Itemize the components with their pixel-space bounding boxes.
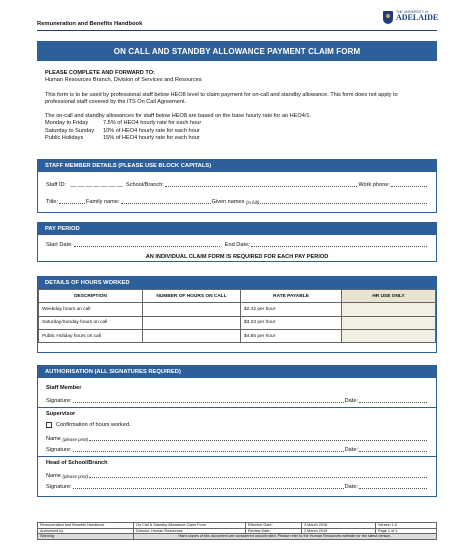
- row-rate: $4.85 per hour: [241, 329, 342, 342]
- table-row: [39, 303, 436, 316]
- intro-para-1: This form is to be used by professional staff below HEO8 level to claim payment for on-call and standby allowance. This form does not apply to professional staff covered by the ITS On Call Agreement.: [45, 91, 398, 105]
- name-label: Name: [46, 436, 61, 442]
- rate-value: 10% of HEO4 hourly rate for each hour: [103, 127, 200, 134]
- rate-value: 7.5% of HEO4 hourly rate for each hour: [103, 120, 202, 127]
- row-rate: $2.42 per hour: [241, 303, 342, 316]
- footer-cell: Effective Date:: [246, 523, 302, 529]
- staff-signature-field[interactable]: [73, 398, 344, 403]
- hours-table: [38, 289, 436, 343]
- supervisor-date-field[interactable]: [359, 447, 427, 452]
- pay-period-section: [37, 222, 437, 262]
- row-rate: $3.23 per hour: [241, 316, 342, 329]
- col-rate: RATE PAYABLE: [241, 290, 342, 303]
- please-print-note: (please print): [62, 474, 89, 479]
- authorisation-section: [37, 365, 437, 497]
- school-label: School/Branch:: [126, 182, 164, 188]
- family-name-label: Family name:: [85, 199, 120, 205]
- staff-details-section: [37, 159, 437, 213]
- signature-label: Signature:: [46, 398, 72, 404]
- logo-small-text: THE UNIVERSITY: [396, 10, 425, 14]
- staff-member-label: Staff Member: [46, 385, 82, 391]
- staff-details-heading: STAFF MEMBER DETAILS (PLEASE USE BLOCK CAPITALS): [38, 160, 436, 172]
- hours-input[interactable]: [143, 329, 241, 342]
- logo-big-text: ADELAIDE: [396, 13, 439, 23]
- title-label: Title:: [46, 199, 58, 205]
- date-label: Date:: [344, 398, 358, 404]
- col-hr-use: HR USE ONLY: [342, 290, 436, 303]
- complete-heading: PLEASE COMPLETE AND FORWARD TO:: [45, 70, 155, 76]
- header-rule: [37, 30, 437, 31]
- date-label: Date:: [344, 484, 358, 490]
- staff-date-field[interactable]: [359, 398, 427, 403]
- university-logo: [383, 8, 461, 26]
- footer-cell: On Call & Standby Allowance Claim Form: [134, 523, 246, 529]
- hours-input[interactable]: [143, 316, 241, 329]
- rates-list: [45, 120, 429, 142]
- rate-day: Monday to Friday: [45, 120, 89, 127]
- table-row: [39, 316, 436, 329]
- hours-section: [37, 276, 437, 353]
- handbook-title: Remuneration and Benefits Handbook: [37, 21, 143, 27]
- title-field[interactable]: [59, 199, 85, 204]
- work-phone-label: Work phone:: [358, 182, 390, 188]
- pay-period-note: AN INDIVIDUAL CLAIM FORM IS REQUIRED FOR EACH PAY PERIOD: [145, 254, 329, 260]
- hours-header-row: [39, 290, 436, 303]
- end-date-field[interactable]: [251, 242, 427, 247]
- head-signature-field[interactable]: [73, 484, 344, 489]
- rate-day: Saturday to Sunday: [45, 127, 95, 134]
- footer-cell: Remuneration and Benefits Handbook: [38, 523, 134, 529]
- hours-input[interactable]: [143, 303, 241, 316]
- signature-label: Signature:: [46, 447, 72, 453]
- logo-of-text: of: [424, 10, 428, 14]
- given-names-label: Given names: [211, 199, 245, 205]
- intro-para-2: The on-call and standby allowances for staff below HEO8 are based on the base hourly rate for an HEO4/1.: [45, 113, 312, 120]
- footer-cell: 3 March 2018: [302, 523, 376, 529]
- complete-to: Human Resources Branch, Division of Services and Resources: [45, 77, 202, 84]
- start-date-label: Start Date:: [46, 242, 73, 248]
- head-date-field[interactable]: [359, 484, 427, 489]
- end-date-label: End Date:: [224, 242, 250, 248]
- staff-id-field[interactable]: __ __ __ __ __ __ __: [70, 182, 123, 188]
- start-date-field[interactable]: [74, 242, 220, 247]
- hr-use-cell: [342, 329, 436, 342]
- row-description: Saturday/Sunday hours on call: [39, 316, 143, 329]
- row-description: Public Holiday hours on call: [39, 329, 143, 342]
- hr-use-cell: [342, 303, 436, 316]
- pay-period-heading: PAY PERIOD: [38, 223, 436, 235]
- head-name-field[interactable]: [89, 473, 427, 478]
- head-of-school-label: Head of School/Branch: [46, 460, 108, 466]
- confirm-hours-label: Confirmation of hours worked.: [56, 422, 131, 428]
- footer-cell: 2 March 2019: [302, 528, 376, 534]
- hr-use-cell: [342, 316, 436, 329]
- given-names-field[interactable]: [260, 199, 427, 204]
- footer-cell: Page 1 of 1: [376, 528, 437, 534]
- col-hours: NUMBER OF HOURS ON CALL: [143, 290, 241, 303]
- hours-heading: DETAILS OF HOURS WORKED: [38, 277, 436, 289]
- confirm-hours-checkbox[interactable]: [46, 422, 52, 428]
- footer-cell: Director, Human Resources: [134, 528, 246, 534]
- footer-warning-label: Warning: [38, 534, 134, 540]
- supervisor-name-field[interactable]: [89, 436, 427, 441]
- please-print-note: (please print): [62, 437, 89, 442]
- row-description: Weekday hours on call: [39, 303, 143, 316]
- given-names-note: (in full): [246, 200, 260, 205]
- authorisation-heading: AUTHORISATION (ALL SIGNATURES REQUIRED): [38, 366, 436, 378]
- date-label: Date:: [344, 447, 358, 453]
- staff-id-label: Staff ID:: [46, 182, 67, 188]
- col-description: DESCRIPTION: [39, 290, 143, 303]
- footer-cell: Version 1.6: [376, 523, 437, 529]
- supervisor-signature-field[interactable]: [73, 447, 344, 452]
- rate-day: Public Holidays: [45, 134, 84, 141]
- table-row: [39, 329, 436, 342]
- footer-table: [37, 522, 437, 540]
- work-phone-field[interactable]: [391, 182, 427, 187]
- supervisor-label: Supervisor: [46, 411, 76, 417]
- footer-cell: Authorised by: [38, 528, 134, 534]
- crest-icon: [383, 11, 393, 24]
- signature-label: Signature:: [46, 484, 72, 490]
- school-field[interactable]: [165, 182, 357, 187]
- form-title: ON CALL AND STANDBY ALLOWANCE PAYMENT CLAIM FORM: [37, 41, 437, 61]
- document-footer: [37, 522, 437, 540]
- family-name-field[interactable]: [121, 199, 211, 204]
- rate-value: 15% of HEO4 hourly rate for each hour: [103, 134, 200, 141]
- intro-block: [45, 70, 429, 142]
- footer-cell: Review Date:: [246, 528, 302, 534]
- name-label: Name: [46, 473, 61, 479]
- footer-warning: Hard copies of this document are considered uncontrolled. Please refer to the Human Resources website for the latest version.: [134, 534, 437, 540]
